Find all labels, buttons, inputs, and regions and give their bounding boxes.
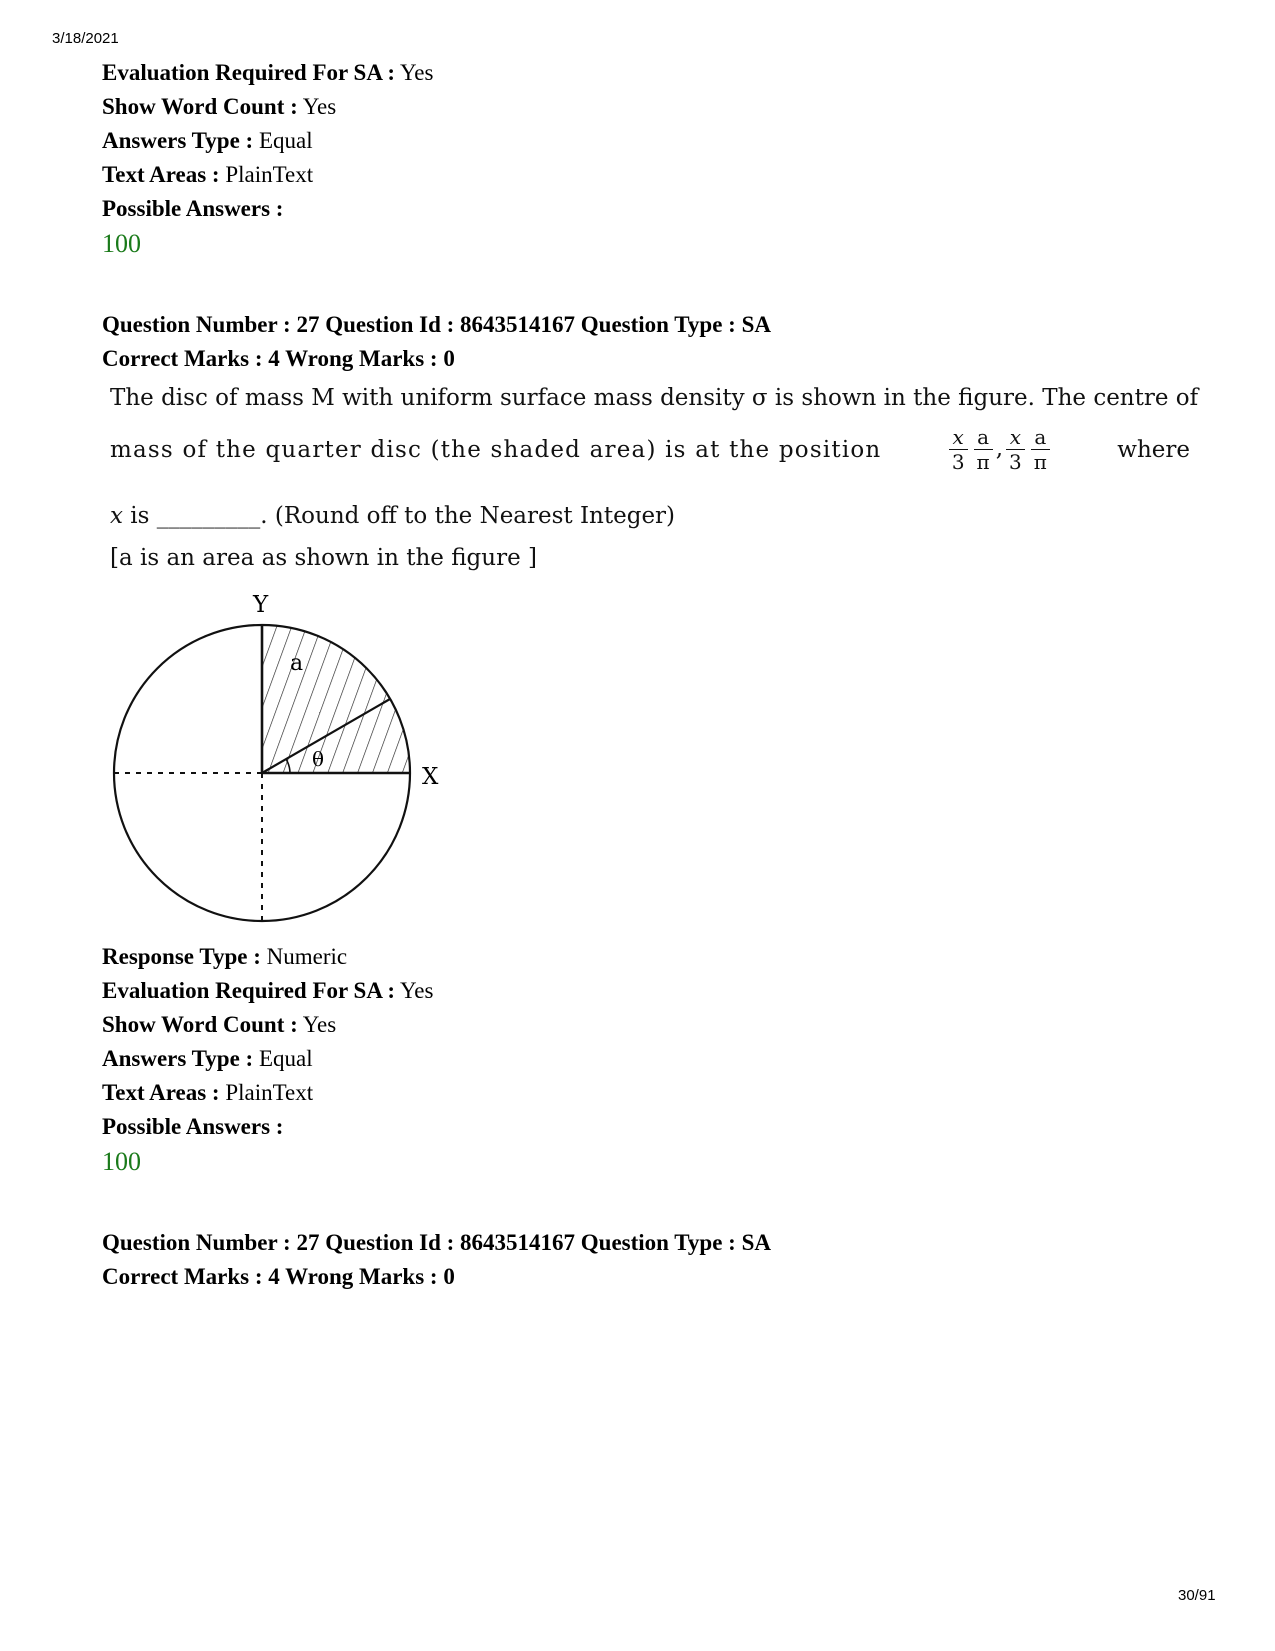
response-type-label: Response Type :	[102, 944, 261, 969]
shaded-quarter-hatching	[262, 625, 410, 773]
print-date: 3/18/2021	[52, 30, 119, 47]
fraction-x-over-3: $\frac{x}{3}$	[949, 425, 968, 474]
question-text-line-2	[110, 425, 1190, 474]
response-type-value: Numeric	[266, 944, 348, 969]
answers-type-label: Answers Type :	[102, 1046, 254, 1071]
answer-settings-top	[102, 56, 433, 262]
eval-label: Evaluation Required For SA :	[102, 978, 396, 1003]
page-number: 30/91	[1178, 1587, 1216, 1604]
text-areas-label: Text Areas :	[102, 1080, 220, 1105]
marks-line: Correct Marks : 4 Wrong Marks : 0	[102, 1264, 455, 1289]
question-text-line-4: [a is an area as shown in the figure ]	[110, 545, 537, 571]
question-text	[110, 385, 1199, 585]
wordcount-label: Show Word Count :	[102, 1012, 298, 1037]
wordcount-label: Show Word Count :	[102, 94, 298, 119]
question-number-line: Question Number : 27 Question Id : 8643514167 Question Type : SA	[102, 312, 771, 337]
question-text-line-1: The disc of mass M with uniform surface mass density σ is shown in the figure. The centre of	[110, 385, 1199, 411]
comma: ,	[995, 435, 1004, 462]
answer-settings-bottom	[102, 940, 433, 1180]
x-axis-label: X	[422, 764, 439, 790]
question-number-line: Question Number : 27 Question Id : 8643514167 Question Type : SA	[102, 1230, 771, 1255]
possible-answer-value: 100	[102, 229, 141, 258]
fraction-a-over-pi-second: $\frac{a}{\pi}$	[1031, 425, 1050, 474]
eval-label: Evaluation Required For SA :	[102, 60, 396, 85]
text-areas-value: PlainText	[225, 1080, 314, 1105]
answers-type-label: Answers Type :	[102, 128, 254, 153]
where-word: where	[1117, 436, 1190, 463]
wordcount-value: Yes	[302, 1012, 337, 1037]
possible-answers-label: Possible Answers :	[102, 1114, 284, 1139]
eval-value: Yes	[400, 978, 434, 1003]
possible-answers-label: Possible Answers :	[102, 196, 284, 221]
fraction-x-over-3-second: $\frac{x}{3}$	[1006, 425, 1025, 474]
answers-type-value: Equal	[258, 128, 313, 153]
a-label: a	[290, 651, 304, 676]
y-axis-label: Y	[253, 592, 269, 618]
theta-label: θ	[312, 747, 325, 771]
disc-figure	[100, 592, 460, 930]
text-areas-value: PlainText	[225, 162, 314, 187]
position-expression	[946, 425, 1053, 474]
position-sentence: mass of the quarter disc (the shaded area) is at the position	[110, 436, 882, 463]
wordcount-value: Yes	[302, 94, 337, 119]
question-header-next	[102, 1226, 771, 1294]
eval-value: Yes	[400, 60, 434, 85]
question-text-line-3: x is _________. (Round off to the Nearest Integer)	[110, 503, 676, 529]
marks-line: Correct Marks : 4 Wrong Marks : 0	[102, 346, 455, 371]
text-areas-label: Text Areas :	[102, 162, 220, 187]
answers-type-value: Equal	[258, 1046, 313, 1071]
question-header	[102, 308, 771, 376]
fraction-a-over-pi: $\frac{a}{\pi}$	[974, 425, 993, 474]
possible-answer-value: 100	[102, 1147, 141, 1176]
